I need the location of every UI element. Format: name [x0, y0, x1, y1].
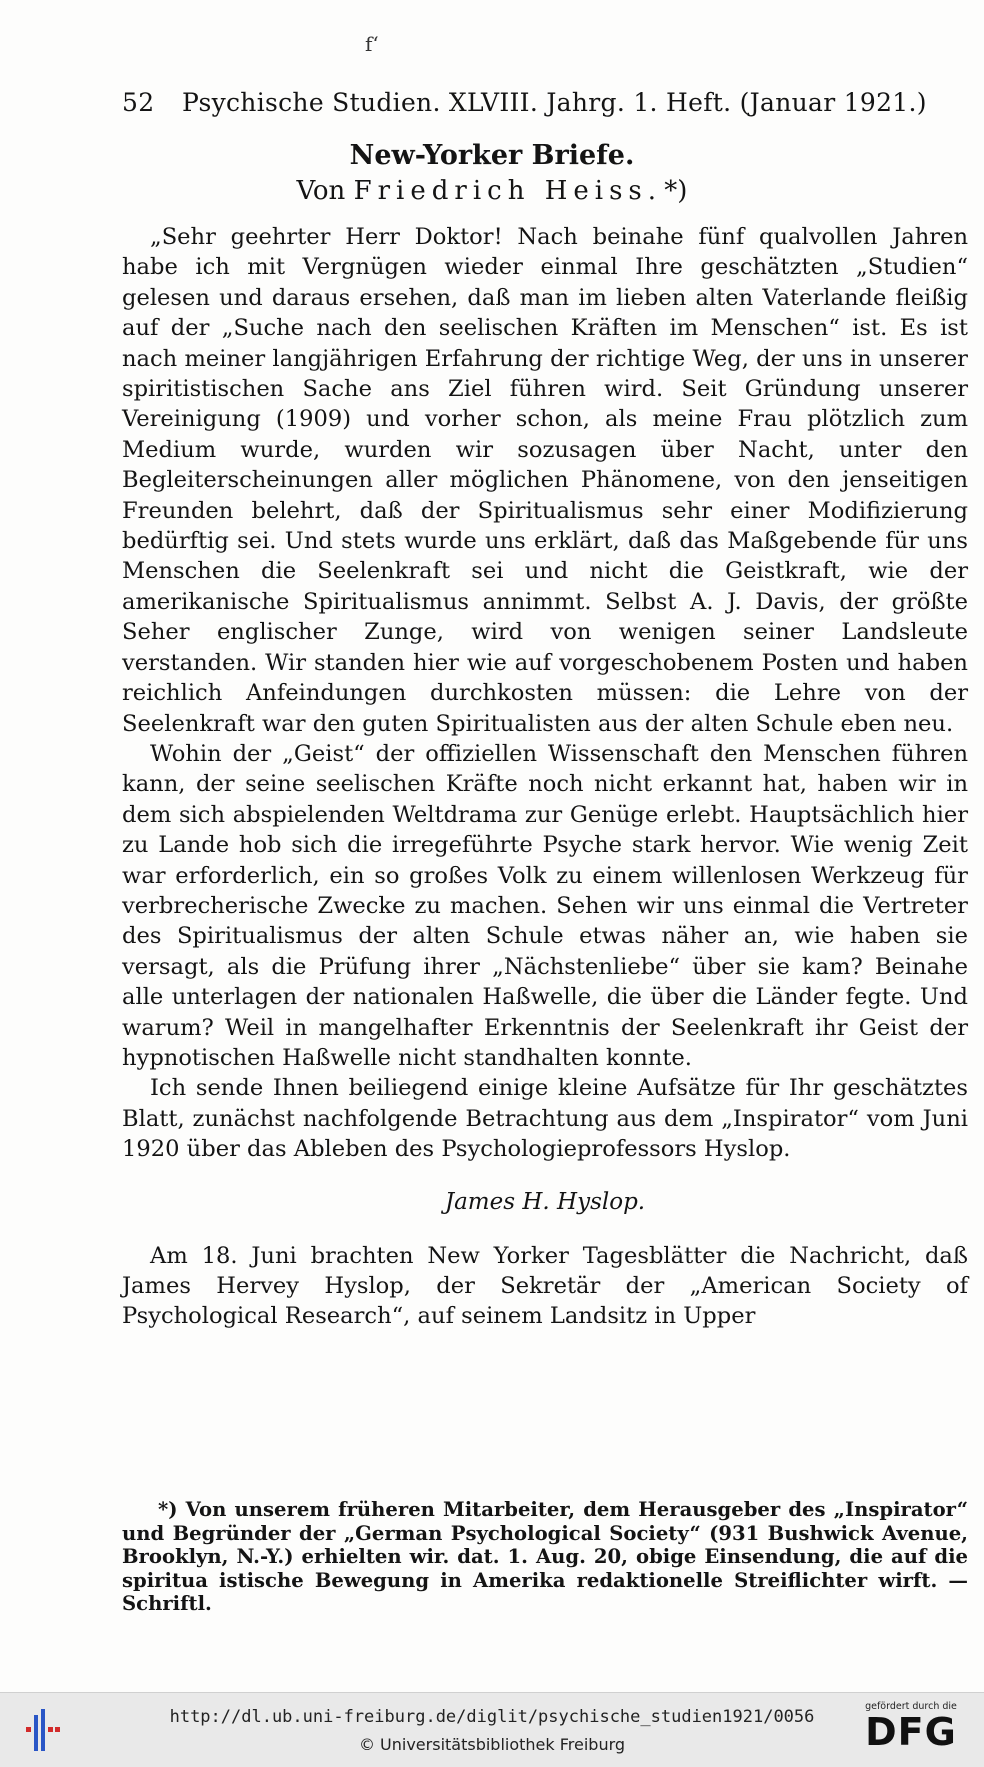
- footnote: [122, 1498, 968, 1616]
- article-body: [122, 222, 968, 1332]
- running-header: [122, 88, 927, 117]
- article-title: New-Yorker Briefe.: [349, 140, 635, 171]
- corner-mark: f‘: [365, 32, 379, 56]
- section-title: James H. Hyslop.: [444, 1188, 646, 1215]
- paragraph: Am 18. Juni brachten New Yorker Tagesblätter die Nachricht, daß James Hervey Hyslop, der Sekretär der „American Society of Psychological Research“, auf seinem Landsitz in Upper: [122, 1242, 968, 1330]
- page-number: 52: [122, 88, 155, 117]
- dfg-caption: gefördert durch die: [865, 1701, 957, 1712]
- footnote-text: *) Von unserem früheren Mitarbeiter, dem Herausgeber des „Inspirator“ und Begründer der „German Psychological Society“ (931 Bushwick Avenue, Brooklyn, N.-Y.) erhielten wir. dat. 1. Aug. 20, obige Einsendung, die auf die spiritua istische Bewegung in Amerika redaktionelle Streiflichter wirft. — Schriftl.: [122, 1498, 968, 1615]
- copyright-notice: © Universitätsbibliothek Freiburg: [358, 1735, 626, 1754]
- paragraph: „Sehr geehrter Herr Doktor! Nach beinahe fünf qualvollen Jahren habe ich mit Vergnügen wieder einmal Ihre geschätzten „Studien“ gelesen und daraus ersehen, daß man im lieben alten Vaterlande fleißig auf der „Suche nach den seelischen Kräften im Menschen“ ist. Es ist nach meiner langjährigen Erfahrung der richtige Weg, der uns in unserer spiritistischen Sache ans Ziel führen wird. Seit Gründung unserer Vereinigung (1909) und vorher schon, als meine Frau plötzlich zum Medium wurde, wurden wir sozusagen über Nacht, unter den Begleiterscheinungen aller möglichen Phänomene, von den jenseitigen Freunden belehrt, daß der Spiritualismus sehr einer Modifizierung bedürftig sei. Und stets wurde uns erklärt, daß das Maßgebende für uns Menschen die Seelenkraft sei und nicht die Geistkraft, wie der amerikanische Spiritualismus annimmt. Selbst A. J. Davis, der größte Seher englischer Zunge, wird von wenigen seiner Landsleute verstanden. Wir standen hier wie auf vorgeschobenem Posten und haben reichlich Anfeindungen durchkosten müssen: die Lehre von der Seelenkraft war den guten Spiritualisten aus der alten Schule eben neu.: [122, 224, 968, 737]
- paragraph: Ich sende Ihnen beiliegend einige kleine Aufsätze für Ihr geschätztes Blatt, zunächst nachfolgende Betrachtung aus dem „Inspirator“ vom Juni 1920 über das Ableben des Psychologieprofessors Hyslop.: [122, 1075, 968, 1163]
- dfg-logo-text: DFG: [865, 1710, 957, 1754]
- byline-suffix: . *): [647, 176, 688, 206]
- paragraph: Wohin der „Geist“ der offiziellen Wissenschaft den Menschen führen kann, der seine seelischen Kräfte noch nicht erkannt hat, haben wir in dem sich abspielenden Weltdrama zur Genüge erlebt. Hauptsächlich hier zu Lande hob sich die irregeführte Psyche stark hervor. Wie wenig Zeit war erforderlich, ein so großes Volk zu einem willenlosen Werkzeug für verbrecherische Zwecke zu machen. Sehen wir uns einmal die Vertreter des Spiritualismus der alten Schule etwas näher an, wie haben sie versagt, als die Prüfung ihrer „Nächstenliebe“ über sie kam? Beinahe alle unterlagen der nationalen Haßwelle, die über die Länder fegte. Und warum? Weil in mangelhafter Erkenntnis der Seelenkraft ihr Geist der hypnotischen Haßwelle nicht standhalten konnte.: [122, 740, 968, 1071]
- source-url-link[interactable]: http://dl.ub.uni-freiburg.de/diglit/psychische_studien1921/0056: [169, 1707, 815, 1727]
- dfg-logo: [856, 1701, 966, 1752]
- viewer-footer: [0, 1692, 984, 1767]
- author-name: Friedrich Heiss: [353, 176, 648, 206]
- article-byline: [0, 176, 984, 206]
- byline-prefix: Von: [296, 176, 354, 206]
- running-title: Psychische Studien. XLVIII. Jahrg. 1. Heft. (Januar 1921.): [182, 88, 927, 117]
